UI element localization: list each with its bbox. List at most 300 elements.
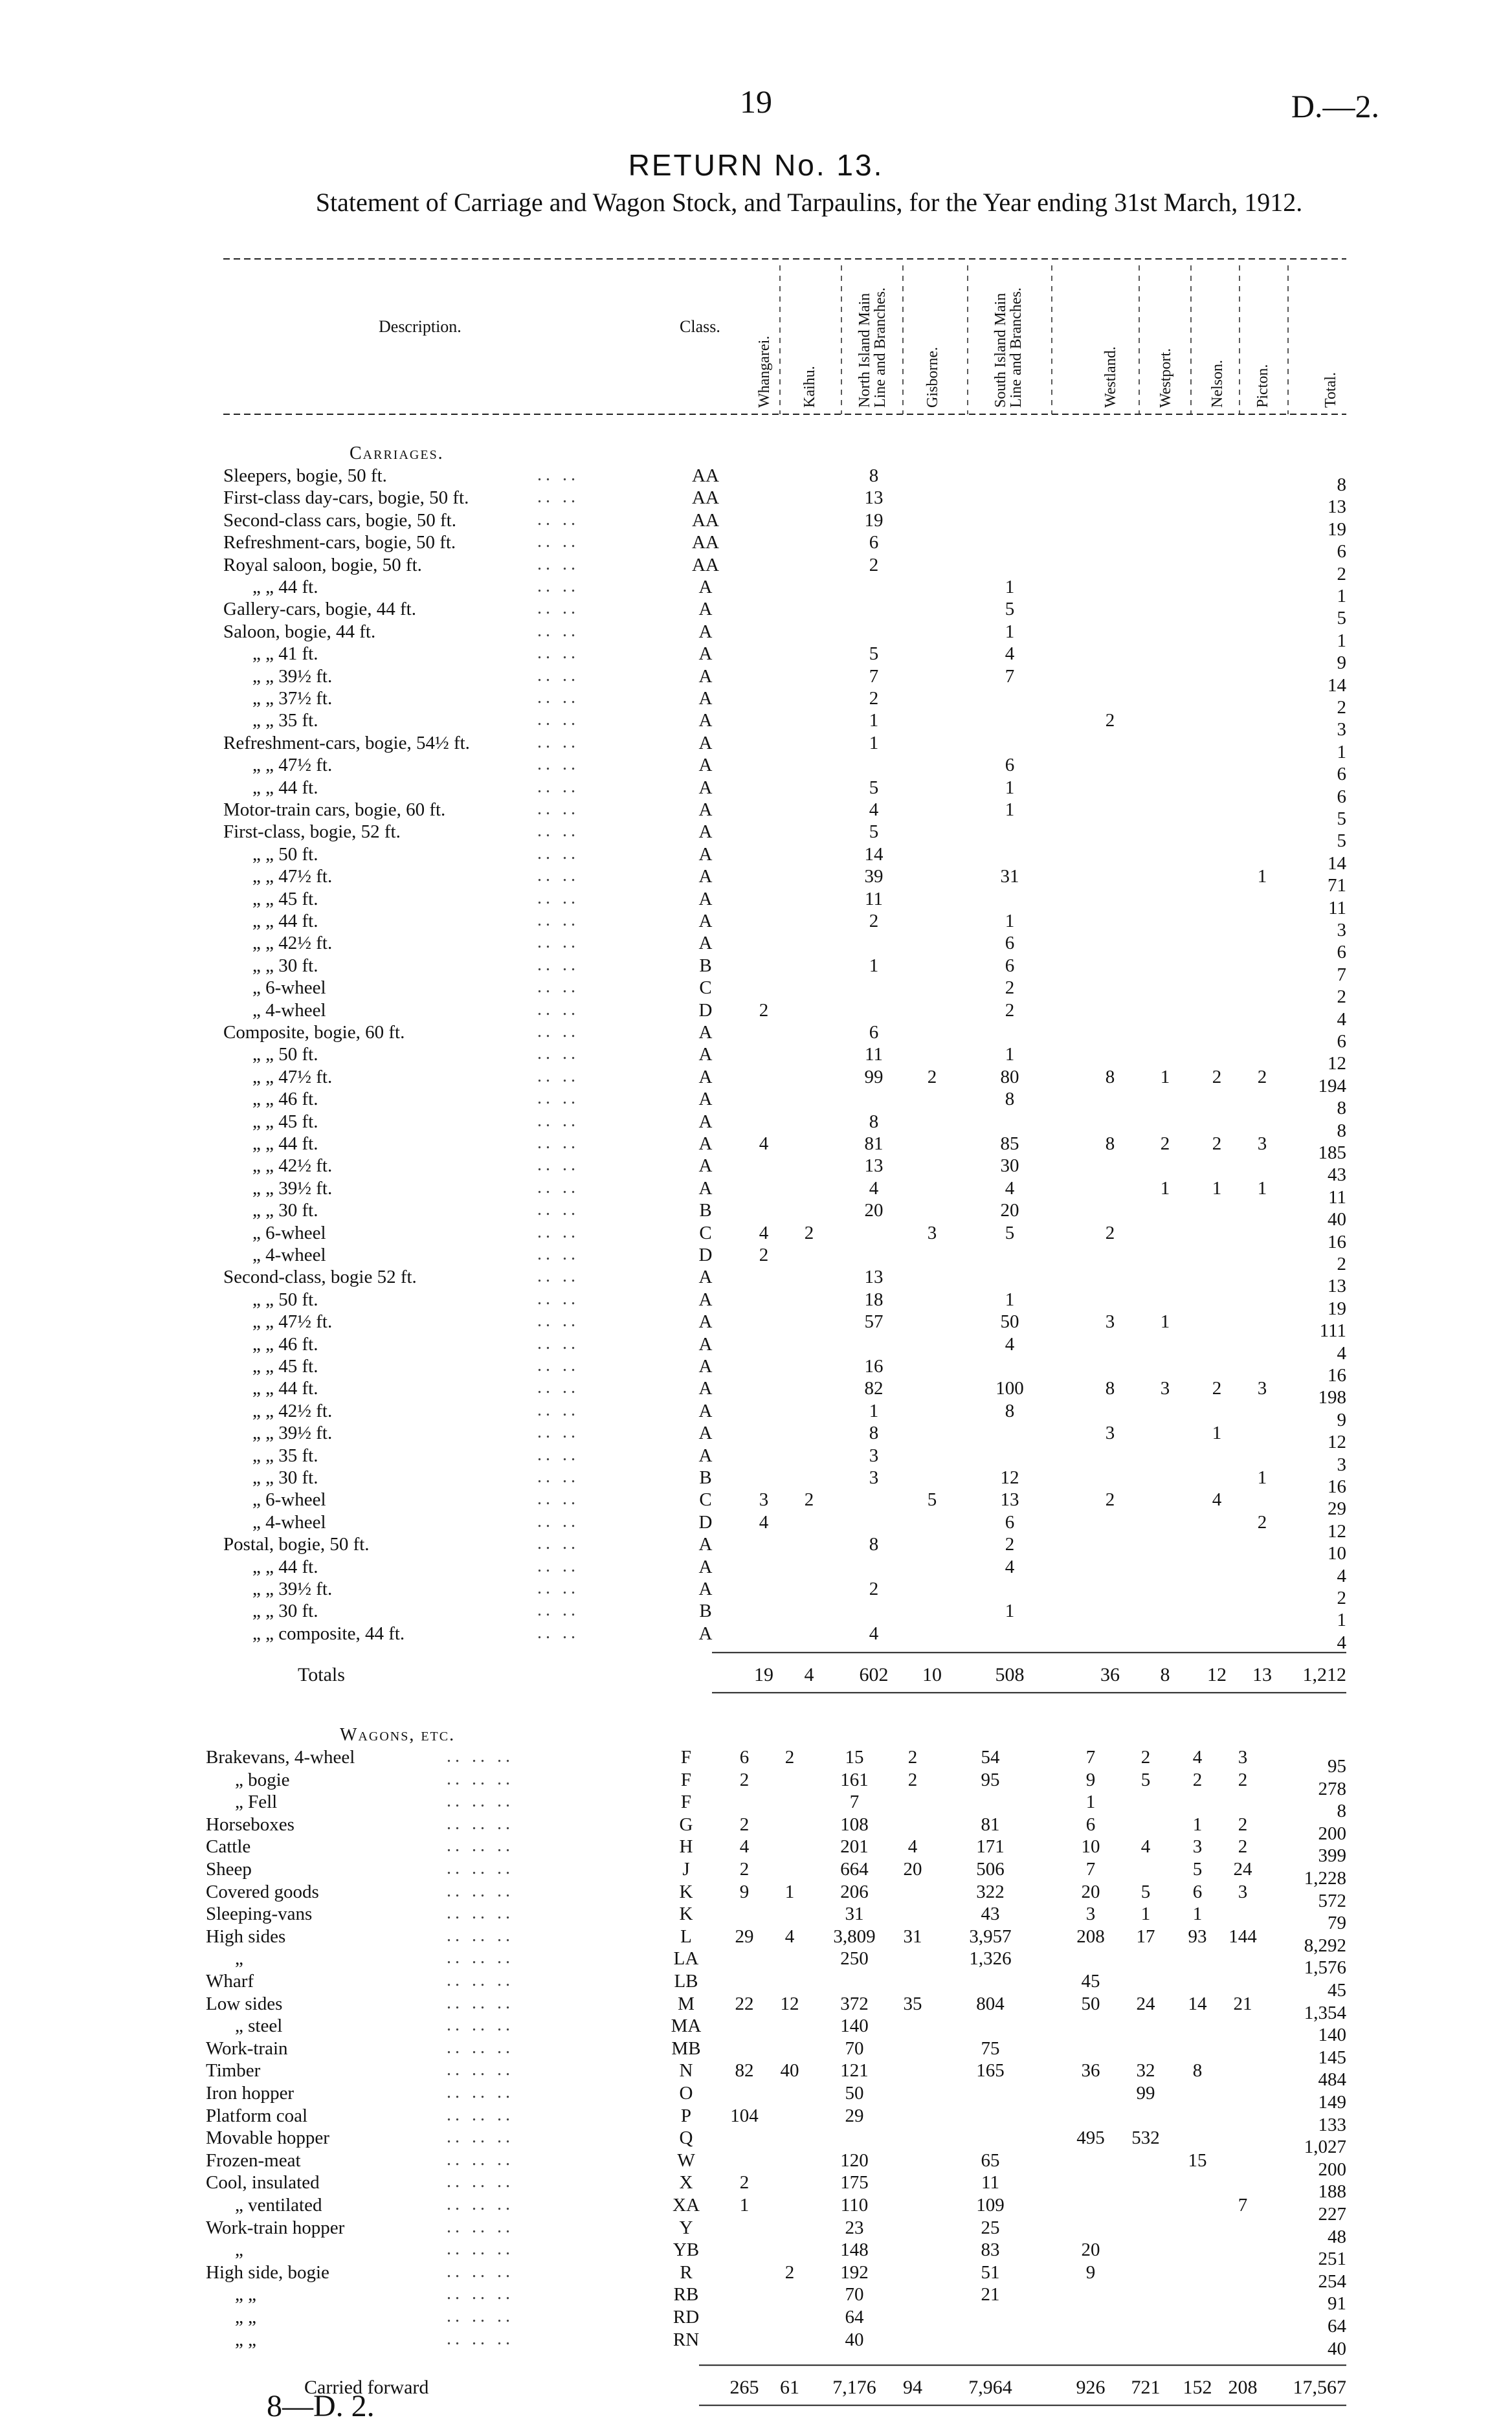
wagon-row-value: 3 <box>1238 1881 1248 1902</box>
carriage-row-total: 3 <box>1337 1454 1346 1475</box>
carriage-row-desc: „ „ 39½ ft. <box>252 1177 333 1199</box>
leader-dots: .. .. <box>537 999 579 1019</box>
leader-dots: .. .. <box>537 1377 579 1398</box>
carriage-row-class: A <box>698 1534 713 1555</box>
carried-forward-value: 926 <box>1076 2377 1106 2399</box>
wagon-row-value: 120 <box>840 2150 869 2171</box>
wagon-row-value: 31 <box>903 1926 922 1947</box>
leader-dots: .. .. <box>537 1399 579 1420</box>
wagon-row-value: 9 <box>739 1881 750 1902</box>
wagon-row-value: 70 <box>845 2284 864 2305</box>
carriage-row-class: A <box>698 1356 713 1377</box>
carriage-row-desc: „ „ 39½ ft. <box>252 665 333 687</box>
wagon-row-class: Q <box>679 2127 693 2149</box>
leader-dots: .. .. <box>537 1288 579 1309</box>
carriage-row-value: 2 <box>1005 999 1015 1021</box>
leader-dots: .. .. <box>537 598 579 619</box>
leader-dots: .. .. <box>537 1177 579 1197</box>
leader-dots: .. .. .. <box>447 1858 514 1878</box>
carriage-row-value: 1 <box>1257 1467 1267 1488</box>
leader-dots: .. .. <box>537 843 579 863</box>
carriage-row-total: 8 <box>1337 474 1346 495</box>
carriage-row-total: 6 <box>1337 764 1346 785</box>
wagon-row-value: 24 <box>1136 1993 1155 2014</box>
carriage-row-total: 4 <box>1337 1565 1346 1586</box>
carriage-row-value: 5 <box>869 643 879 665</box>
carriage-row-value: 2 <box>1105 1489 1115 1511</box>
wagon-row-value: 83 <box>981 2239 1000 2261</box>
leader-dots: .. .. <box>537 1311 579 1331</box>
carriage-row-value: 8 <box>1005 1089 1015 1110</box>
wagon-row-desc: Frozen-meat <box>206 2150 301 2171</box>
carriage-row-class: A <box>698 1155 713 1177</box>
carriage-row-value: 3 <box>759 1489 769 1511</box>
carriage-row-value: 8 <box>1005 1400 1015 1421</box>
wagon-row-value: 51 <box>981 2261 1000 2283</box>
carriage-row-total: 9 <box>1337 1409 1346 1430</box>
carriage-row-value: 1 <box>1005 1044 1015 1065</box>
carriage-row-class: A <box>698 710 713 731</box>
wagon-row-value: 32 <box>1136 2060 1155 2082</box>
wagon-row-class: L <box>680 1926 692 1947</box>
wagon-row-value: 7 <box>1085 1747 1096 1768</box>
leader-dots: .. .. <box>537 887 579 908</box>
wagon-row-value: 2 <box>784 1747 795 1768</box>
wagon-row-value: 22 <box>735 1993 754 2014</box>
carriage-row-class: C <box>699 1489 712 1511</box>
wagon-row-class: X <box>679 2172 693 2194</box>
leader-dots: .. .. <box>537 665 579 685</box>
leader-dots: .. .. .. <box>447 2127 514 2148</box>
wagon-row-desc: Work-train hopper <box>206 2217 345 2238</box>
wagon-row-total: 40 <box>1328 2338 1346 2359</box>
wagon-row-value: 3,809 <box>833 1926 876 1947</box>
wagon-row-value: 109 <box>976 2195 1005 2216</box>
wagon-row-desc: High sides <box>206 1926 286 1947</box>
carriage-row-total: 198 <box>1318 1387 1346 1408</box>
leader-dots: .. .. <box>537 509 579 529</box>
carriage-row-total: 8 <box>1337 1120 1346 1141</box>
carriage-row-value: 4 <box>759 1133 769 1154</box>
carriage-row-class: A <box>698 665 713 687</box>
carriage-row-value: 100 <box>995 1378 1024 1399</box>
wagon-row-value: 664 <box>840 1859 869 1880</box>
carriage-row-desc: „ „ composite, 44 ft. <box>252 1623 405 1644</box>
wagon-row-value: 36 <box>1081 2060 1100 2082</box>
wagon-row-desc: Cattle <box>206 1836 251 1858</box>
wagon-row-value: 175 <box>840 2172 869 2194</box>
wagon-row-class: MB <box>671 2038 701 2059</box>
column-header-9: Total. <box>1322 372 1339 408</box>
wagon-row-value: 140 <box>840 2016 869 2037</box>
footer-signature: 8—D. 2. <box>267 2389 375 2423</box>
wagon-row-class: XA <box>673 2195 700 2216</box>
carriage-row-total: 7 <box>1337 964 1346 985</box>
carriage-row-value: 7 <box>1005 665 1015 687</box>
carriage-row-desc: „ „ 30 ft. <box>252 1601 318 1622</box>
carriage-row-value: 1 <box>1212 1423 1222 1444</box>
leader-dots: .. .. <box>537 799 579 819</box>
carriage-row-value: 5 <box>927 1489 937 1511</box>
column-header-class: Class. <box>680 317 720 336</box>
carriage-row-value: 2 <box>759 999 769 1021</box>
column-header-1: Kaihu. <box>801 366 818 408</box>
leader-dots: .. .. <box>537 643 579 663</box>
leader-dots: .. .. <box>537 1555 579 1576</box>
column-header-4: South Island Main Line and Branches. <box>992 287 1025 408</box>
wagon-row-value: 2 <box>1238 1769 1248 1790</box>
carriage-row-total: 19 <box>1328 1298 1346 1319</box>
wagon-row-class: G <box>679 1814 693 1835</box>
wagon-row-value: 15 <box>845 1747 864 1768</box>
carriage-row-class: A <box>698 1267 713 1288</box>
carriage-row-value: 13 <box>864 487 884 509</box>
carriage-row-total: 2 <box>1337 563 1346 584</box>
wagon-row-desc: „ Fell <box>235 1792 278 1813</box>
carriage-row-desc: „ „ 44 ft. <box>252 1556 318 1577</box>
carriage-row-total: 2 <box>1337 986 1346 1008</box>
wagon-row-desc: „ „ <box>235 2329 256 2350</box>
leader-dots: .. .. <box>537 620 579 641</box>
wagon-row-value: 4 <box>1140 1836 1151 1858</box>
return-title: RETURN No. 13. <box>628 148 884 182</box>
carriage-row-total: 185 <box>1318 1142 1346 1163</box>
wagon-row-value: 5 <box>1140 1881 1151 1902</box>
leader-dots: .. .. <box>537 1266 579 1287</box>
wagon-row-class: K <box>679 1881 693 1902</box>
leader-dots: .. .. <box>537 1155 579 1175</box>
carriage-row-class: B <box>699 1200 712 1221</box>
wagon-row-value: 495 <box>1076 2127 1105 2149</box>
wagon-row-value: 3 <box>1238 1747 1248 1768</box>
wagon-row-value: 171 <box>976 1836 1005 1858</box>
wagon-row-value: 7 <box>1238 2195 1248 2216</box>
wagon-row-value: 110 <box>840 2195 869 2216</box>
leader-dots: .. .. <box>537 1511 579 1531</box>
wagon-row-value: 12 <box>780 1993 799 2014</box>
carriage-row-class: C <box>699 977 712 999</box>
carriage-row-class: A <box>698 577 713 597</box>
carriage-row-desc: „ „ 44 ft. <box>252 577 318 597</box>
carriage-row-total: 6 <box>1337 786 1346 807</box>
wagon-row-value: 50 <box>845 2083 864 2104</box>
wagon-row-class: J <box>682 1859 690 1880</box>
leader-dots: .. .. <box>537 977 579 997</box>
leader-dots: .. .. <box>537 776 579 797</box>
carriage-row-desc: Second-class cars, bogie, 50 ft. <box>223 509 456 531</box>
leader-dots: .. .. <box>537 1221 579 1242</box>
wagon-row-desc: „ bogie <box>235 1769 290 1790</box>
carriage-row-total: 71 <box>1328 875 1346 896</box>
carriage-row-value: 19 <box>864 509 884 531</box>
carriage-row-value: 6 <box>869 532 879 553</box>
wagon-row-value: 2 <box>1238 1836 1248 1858</box>
leader-dots: .. .. .. <box>447 2015 514 2036</box>
carriage-row-class: A <box>698 1311 713 1333</box>
carriage-row-class: A <box>698 1623 713 1644</box>
wagon-row-value: 5 <box>1192 1859 1203 1880</box>
wagon-row-class: Y <box>679 2217 693 2238</box>
wagon-row-value: 2 <box>907 1747 918 1768</box>
carriage-row-desc: „ 6-wheel <box>252 1489 326 1511</box>
wagon-row-total: 8 <box>1337 1801 1346 1822</box>
statement-title: Statement of Carriage and Wagon Stock, and Tarpaulins, for the Year ending 31st March, 1912. <box>315 188 1303 217</box>
wagon-row-total: 95 <box>1328 1756 1346 1777</box>
carriage-row-total: 11 <box>1328 1186 1346 1208</box>
wagon-row-value: 3 <box>1192 1836 1203 1858</box>
wagon-row-value: 1 <box>1085 1792 1096 1813</box>
wagon-row-desc: Timber <box>206 2060 261 2082</box>
carriage-row-value: 8 <box>869 1423 879 1444</box>
carriage-row-total: 12 <box>1328 1432 1346 1453</box>
carriage-row-value: 1 <box>1005 1601 1015 1622</box>
carriage-row-value: 4 <box>1005 1556 1015 1577</box>
carriage-row-value: 4 <box>1005 643 1015 665</box>
carriage-total: 19 <box>754 1664 773 1686</box>
leader-dots: .. .. .. <box>447 1768 514 1789</box>
carriage-row-value: 1 <box>1160 1177 1170 1199</box>
carriage-row-total: 6 <box>1337 1031 1346 1052</box>
leader-dots: .. .. .. <box>447 1925 514 1946</box>
carriage-row-total: 111 <box>1319 1320 1346 1342</box>
wagon-row-desc: Iron hopper <box>206 2083 295 2104</box>
carriage-row-value: 7 <box>869 665 879 687</box>
wagon-row-class: O <box>679 2083 693 2104</box>
carriage-row-class: A <box>698 1044 713 1065</box>
carriage-row-total: 5 <box>1337 830 1346 852</box>
wagon-row-value: 24 <box>1233 1859 1252 1880</box>
carriage-total: 36 <box>1100 1664 1120 1686</box>
wagon-row-value: 40 <box>780 2060 799 2082</box>
carriage-row-total: 14 <box>1328 852 1346 874</box>
carriage-row-value: 1 <box>869 710 879 731</box>
carriage-row-value: 8 <box>869 1534 879 1555</box>
wagon-row-value: 208 <box>1076 1926 1105 1947</box>
carriage-total: 508 <box>995 1664 1025 1686</box>
carriage-row-class: A <box>698 643 713 665</box>
carriage-row-value: 1 <box>1005 577 1015 597</box>
wagon-row-value: 93 <box>1188 1926 1207 1947</box>
wagon-row-total: 1,354 <box>1304 2002 1346 2023</box>
wagon-row-value: 192 <box>840 2261 869 2283</box>
carriage-row-total: 4 <box>1337 1632 1346 1653</box>
carriage-row-value: 4 <box>869 1177 879 1199</box>
wagon-row-value: 6 <box>1085 1814 1096 1835</box>
leader-dots: .. .. .. <box>447 2328 514 2349</box>
carriage-row-total: 8 <box>1337 1098 1346 1119</box>
wagon-row-value: 29 <box>845 2105 864 2126</box>
carriage-row-class: D <box>698 1245 713 1265</box>
carriage-row-total: 1 <box>1337 741 1346 762</box>
carriage-row-class: A <box>698 799 713 820</box>
wagon-row-desc: „ <box>235 2239 243 2261</box>
carriage-row-value: 4 <box>869 799 879 820</box>
leader-dots: .. .. <box>537 1065 579 1086</box>
carriage-row-class: A <box>698 1423 713 1444</box>
wagon-row-value: 1 <box>1140 1904 1151 1925</box>
wagon-row-desc: Brakevans, 4-wheel <box>206 1747 355 1768</box>
wagon-row-value: 4 <box>784 1926 795 1947</box>
carriage-row-total: 5 <box>1337 808 1346 829</box>
carriage-row-value: 57 <box>864 1311 884 1333</box>
leader-dots: .. .. <box>537 1355 579 1375</box>
wagon-row-value: 10 <box>1081 1836 1100 1858</box>
carriage-row-desc: „ „ 47½ ft. <box>252 866 333 887</box>
carriage-row-value: 6 <box>869 1022 879 1043</box>
carriage-row-total: 6 <box>1337 942 1346 963</box>
wagon-row-value: 81 <box>981 1814 1000 1835</box>
carried-forward-value: 721 <box>1131 2377 1161 2399</box>
wagon-row-class: M <box>678 1993 695 2014</box>
carriage-row-value: 4 <box>1005 1333 1015 1355</box>
carriage-row-value: 3 <box>1160 1378 1170 1399</box>
carriage-row-value: 99 <box>864 1066 884 1087</box>
carriage-row-class: A <box>698 599 713 620</box>
carriage-row-desc: „ „ 45 ft. <box>252 888 318 909</box>
carriage-row-total: 10 <box>1328 1543 1346 1564</box>
leader-dots: .. .. .. <box>447 2060 514 2080</box>
leader-dots: .. .. <box>537 1467 579 1487</box>
carriage-row-value: 30 <box>1000 1155 1019 1177</box>
wagon-row-value: 165 <box>976 2060 1005 2082</box>
carriage-row-total: 1 <box>1337 630 1346 651</box>
leader-dots: .. .. .. <box>447 2283 514 2304</box>
carriage-row-value: 5 <box>1005 599 1015 620</box>
wagon-row-value: 148 <box>840 2239 869 2261</box>
carriage-row-value: 2 <box>927 1066 937 1087</box>
document-reference: D.—2. <box>1291 88 1379 124</box>
carriage-row-desc: Composite, bogie, 60 ft. <box>223 1022 405 1043</box>
wagon-row-value: 121 <box>840 2060 869 2082</box>
carriage-row-value: 5 <box>869 821 879 843</box>
carriage-row-total: 3 <box>1337 920 1346 940</box>
carriage-row-total: 19 <box>1328 518 1346 540</box>
carriage-row-desc: „ „ 35 ft. <box>252 710 318 731</box>
wagon-row-value: 506 <box>976 1859 1005 1880</box>
leader-dots: .. .. .. <box>447 2216 514 2237</box>
carriage-row-class: AA <box>692 554 719 575</box>
wagon-row-total: 200 <box>1318 1823 1346 1844</box>
column-header-description: Description. <box>379 317 461 336</box>
carriage-row-value: 18 <box>864 1289 884 1310</box>
carried-forward-value: 152 <box>1183 2377 1212 2399</box>
wagon-row-total: 399 <box>1318 1845 1346 1867</box>
carried-forward-value: 265 <box>729 2377 759 2399</box>
wagon-row-value: 3,957 <box>969 1926 1012 1947</box>
wagon-row-value: 804 <box>976 1993 1005 2014</box>
wagon-row-value: 3 <box>1085 1904 1096 1925</box>
leader-dots: .. .. .. <box>447 1836 514 1856</box>
carriage-row-desc: „ „ 37½ ft. <box>252 688 333 709</box>
wagon-row-class: N <box>679 2060 693 2082</box>
wagon-row-total: 251 <box>1318 2249 1346 2270</box>
wagon-row-value: 65 <box>981 2150 1000 2171</box>
carriage-row-value: 12 <box>1000 1467 1019 1488</box>
leader-dots: .. .. <box>537 865 579 886</box>
wagon-row-class: MA <box>671 2016 702 2037</box>
wagon-row-value: 250 <box>840 1948 869 1970</box>
carriage-row-desc: „ „ 50 ft. <box>252 843 318 865</box>
wagon-row-total: 45 <box>1328 1980 1346 2001</box>
carriage-row-total: 14 <box>1328 674 1346 696</box>
carriage-row-class: A <box>698 732 713 753</box>
carriage-row-desc: First-class day-cars, bogie, 50 ft. <box>223 487 469 509</box>
carriage-row-desc: „ „ 44 ft. <box>252 1133 318 1154</box>
column-header-2: North Island Main Line and Branches. <box>856 287 889 408</box>
wagon-row-desc: Wharf <box>206 1971 254 1992</box>
leader-dots: .. .. <box>537 687 579 707</box>
carriage-row-desc: „ „ 30 ft. <box>252 955 318 976</box>
wagon-row-desc: Movable hopper <box>206 2127 329 2149</box>
carriage-row-desc: Royal saloon, bogie, 50 ft. <box>223 554 422 575</box>
carriage-row-desc: „ „ 39½ ft. <box>252 1423 333 1444</box>
wagon-row-value: 2 <box>1192 1769 1203 1790</box>
carriage-total: 1,212 <box>1302 1664 1346 1686</box>
wagon-row-desc: „ <box>235 1948 243 1970</box>
leader-dots: .. .. .. <box>447 1970 514 1990</box>
carriage-total: 8 <box>1160 1664 1170 1686</box>
carriage-row-class: A <box>698 1556 713 1577</box>
wagon-row-value: 1 <box>784 1881 795 1902</box>
wagon-row-value: 31 <box>845 1904 864 1925</box>
wagon-row-total: 48 <box>1328 2226 1346 2247</box>
wagon-row-value: 54 <box>981 1747 1000 1768</box>
wagon-row-value: 1 <box>1192 1904 1203 1925</box>
leader-dots: .. .. <box>537 1043 579 1064</box>
carriage-row-value: 5 <box>1005 1222 1015 1243</box>
wagon-row-value: 2 <box>1238 1814 1248 1835</box>
carriage-row-total: 1 <box>1337 1610 1346 1631</box>
carriage-row-total: 12 <box>1328 1053 1346 1074</box>
leader-dots: .. .. <box>537 754 579 775</box>
wagon-row-value: 50 <box>1081 1993 1100 2014</box>
leader-dots: .. .. <box>537 1489 579 1509</box>
wagon-row-value: 6 <box>1192 1881 1203 1902</box>
carriage-row-value: 2 <box>1105 710 1115 731</box>
carriage-row-total: 11 <box>1328 897 1346 918</box>
wagon-row-desc: Cool, insulated <box>206 2172 320 2194</box>
leader-dots: .. .. <box>537 487 579 507</box>
carriage-row-desc: „ „ 46 ft. <box>252 1333 318 1355</box>
wagon-row-class: H <box>679 1836 693 1858</box>
carriage-row-desc: Refreshment-cars, bogie, 54½ ft. <box>223 732 470 753</box>
carriage-row-desc: „ „ 50 ft. <box>252 1044 318 1065</box>
carried-forward-value: 7,176 <box>832 2377 876 2399</box>
carriage-row-desc: „ „ 46 ft. <box>252 1089 318 1110</box>
carried-forward-value: 94 <box>903 2377 922 2399</box>
carriage-row-desc: „ „ 47½ ft. <box>252 755 333 776</box>
leader-dots: .. .. .. <box>447 2149 514 2170</box>
wagon-row-value: 15 <box>1188 2150 1207 2171</box>
leader-dots: .. .. .. <box>447 1992 514 2013</box>
carriage-row-desc: First-class, bogie, 52 ft. <box>223 821 401 843</box>
leader-dots: .. .. <box>537 1133 579 1153</box>
wagon-row-class: F <box>680 1769 692 1790</box>
carried-forward-value: 7,964 <box>968 2377 1012 2399</box>
wagon-row-total: 79 <box>1328 1913 1346 1934</box>
wagon-row-value: 20 <box>1081 1881 1100 1902</box>
carriage-row-value: 4 <box>1005 1177 1015 1199</box>
carriage-row-class: B <box>699 955 712 976</box>
wagon-row-value: 4 <box>1192 1747 1203 1768</box>
leader-dots: .. .. <box>537 821 579 841</box>
carriage-total: 602 <box>859 1664 889 1686</box>
wagon-row-class: P <box>680 2105 692 2126</box>
wagon-row-value: 2 <box>739 1814 750 1835</box>
carriage-row-class: A <box>698 755 713 776</box>
wagon-row-desc: Horseboxes <box>206 1814 295 1835</box>
carried-forward-label: Carried forward <box>304 2377 429 2399</box>
